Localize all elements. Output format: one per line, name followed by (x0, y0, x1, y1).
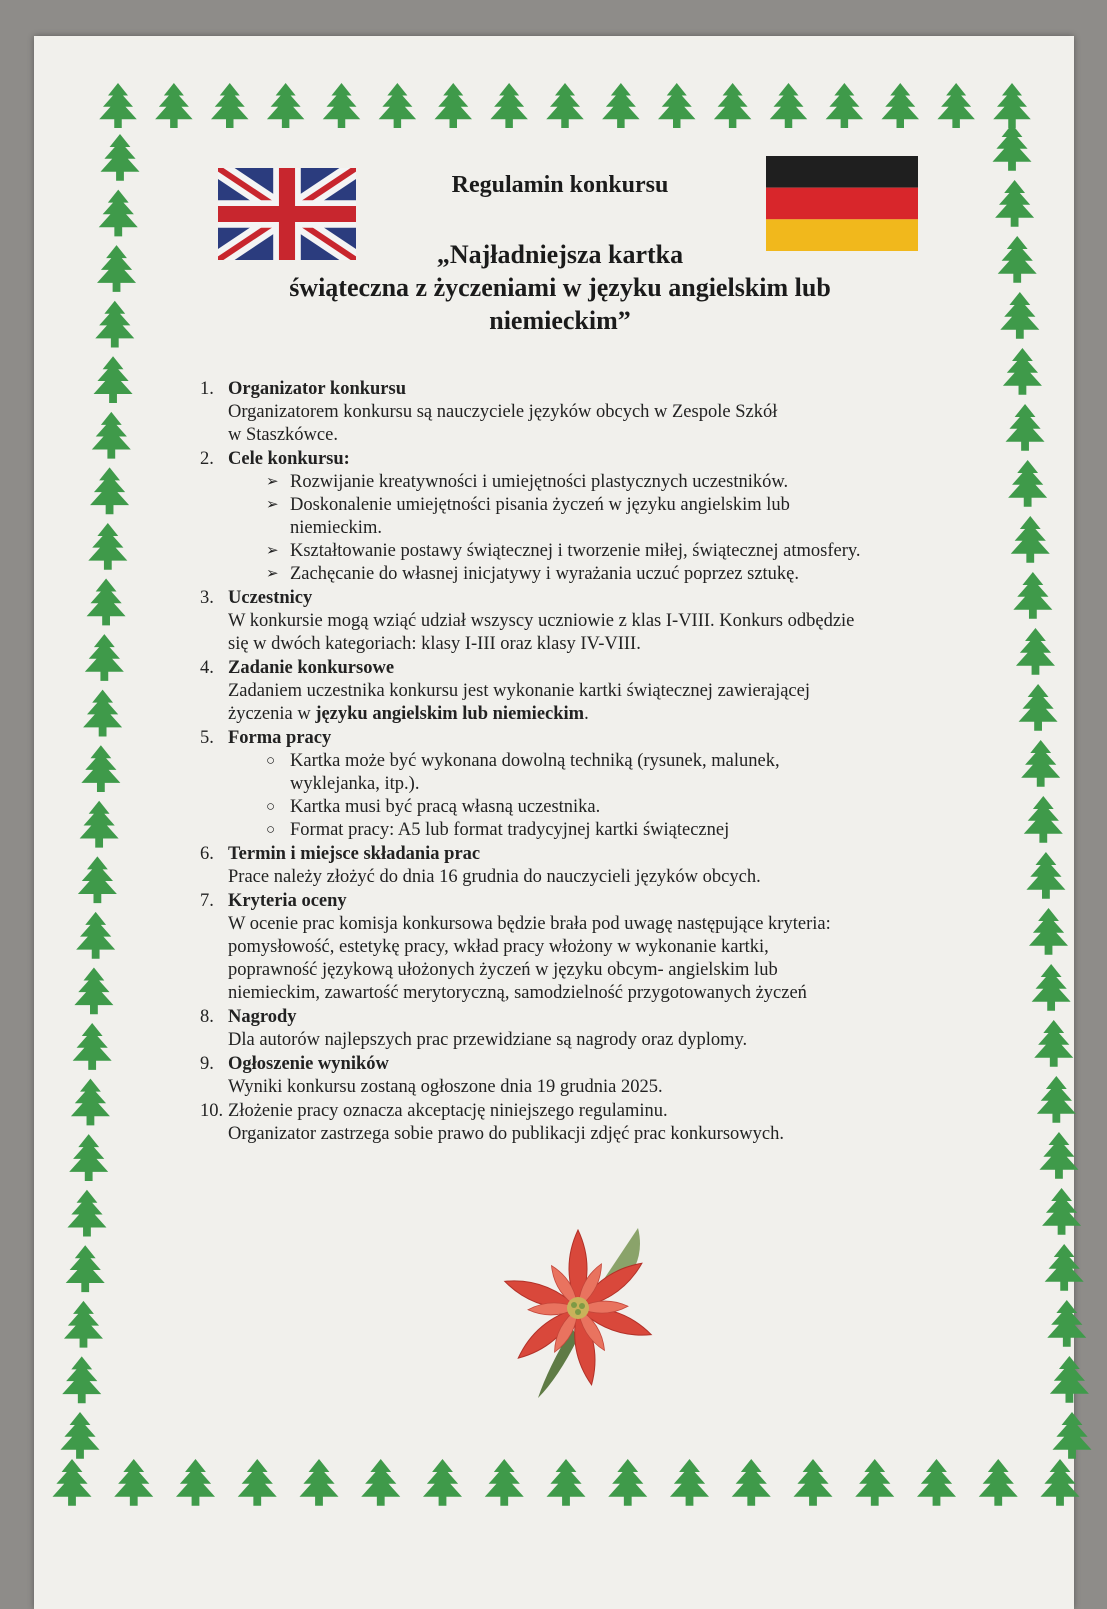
rule-heading: Forma pracy (228, 728, 332, 748)
christmas-tree-icon (993, 83, 1031, 128)
christmas-tree-icon (1021, 740, 1060, 787)
christmas-tree-icon (1006, 404, 1045, 451)
rule-number: 4. (200, 658, 214, 678)
rule-number: 2. (200, 449, 214, 469)
rule-number: 1. (200, 379, 214, 399)
christmas-tree-icon (1013, 572, 1052, 619)
rule-section-10 (180, 1100, 980, 1146)
list-item (228, 494, 980, 540)
christmas-tree-icon (546, 83, 584, 128)
rule-section-6 (180, 843, 980, 889)
rule-number: 3. (200, 588, 214, 608)
rule-heading: Termin i miejsce składania prac (228, 844, 481, 864)
christmas-tree-icon (361, 1459, 400, 1506)
contest-name-line: niemieckim” (489, 306, 631, 335)
rule-text: poprawność językową ułożonych życzeń w języku obcym- angielskim lub (228, 960, 778, 980)
christmas-tree-icon (1024, 796, 1063, 843)
rule-text: niemieckim, zawartość merytoryczną, samodzielność przygotowanych życzeń (228, 983, 807, 1003)
christmas-tree-icon (1042, 1188, 1081, 1235)
bullet-text: wyklejanka, itp.). (290, 774, 420, 794)
christmas-tree-icon (917, 1459, 956, 1506)
bullet-text: Kartka może być wykonana dowolną techniką (rysunek, malunek, (290, 751, 780, 771)
rule-text: Wyniki konkursu zostaną ogłoszone dnia 19 grudnia 2025. (228, 1077, 663, 1097)
rule-number: 7. (200, 891, 214, 911)
christmas-tree-icon (826, 83, 864, 128)
rule-section-8 (180, 1006, 980, 1052)
christmas-tree-icon (379, 83, 417, 128)
christmas-tree-icon (87, 579, 126, 626)
christmas-tree-icon (94, 356, 133, 403)
christmas-tree-icon (1039, 1132, 1078, 1179)
rule-text: Prace należy złożyć do dnia 16 grudnia do nauczycieli języków obcych. (228, 867, 761, 887)
rule-text: W konkursie mogą wziąć udział wszyscy uczniowie z klas I-VIII. Konkurs odbędzie (228, 611, 855, 631)
christmas-tree-icon (62, 1356, 101, 1403)
rule-text: Zadaniem uczestnika konkursu jest wykonanie kartki świątecznej zawierającej (228, 681, 810, 701)
christmas-tree-icon (114, 1459, 153, 1506)
rule-text (228, 703, 980, 726)
bullet-text: Kształtowanie postawy świątecznej i tworzenie miłej, świątecznej atmosfery. (290, 541, 861, 561)
christmas-tree-icon (1029, 908, 1068, 955)
rule-text-part: życzenia w (228, 704, 316, 724)
contest-name (190, 238, 930, 337)
arrow-bullet-icon: ➢ (266, 497, 279, 513)
rule-heading: Zadanie konkursowe (228, 658, 395, 678)
rule-number: 8. (200, 1007, 214, 1027)
christmas-tree-icon (80, 801, 119, 848)
circle-bullet-icon: ○ (266, 753, 276, 769)
rule-heading: Kryteria oceny (228, 891, 347, 911)
christmas-tree-icon (1003, 348, 1042, 395)
christmas-tree-icon (1008, 460, 1047, 507)
rule-number: 10. (200, 1101, 224, 1121)
rule-number: 6. (200, 844, 214, 864)
christmas-tree-icon (88, 523, 127, 570)
christmas-tree-icon (323, 83, 361, 128)
christmas-tree-icon (74, 967, 113, 1014)
list-item (228, 540, 980, 563)
arrow-bullet-icon: ➢ (266, 543, 279, 559)
list-item (228, 796, 980, 819)
bullet-text: niemieckim. (290, 518, 382, 538)
christmas-tree-icon (1037, 1076, 1076, 1123)
christmas-tree-icon (937, 83, 975, 128)
christmas-tree-icon (61, 1412, 100, 1459)
rules-list (180, 378, 980, 1147)
rule-text-emphasis: języku angielskim lub niemieckim (315, 704, 585, 724)
christmas-tree-icon (92, 412, 131, 459)
christmas-tree-icon (882, 83, 920, 128)
rule-heading: Cele konkursu: (228, 449, 350, 469)
rule-text: się w dwóch kategoriach: klasy I-III oraz klasy IV-VIII. (228, 634, 641, 654)
christmas-tree-icon (99, 83, 137, 128)
christmas-tree-icon (1000, 292, 1039, 339)
christmas-tree-icon (794, 1459, 833, 1506)
christmas-tree-icon (608, 1459, 647, 1506)
christmas-tree-icon (1011, 516, 1050, 563)
arrow-bullet-icon: ➢ (266, 474, 279, 490)
arrow-bullet-icon: ➢ (266, 566, 279, 582)
christmas-tree-icon (83, 690, 122, 737)
christmas-tree-icon (85, 634, 124, 681)
christmas-tree-icon (993, 124, 1032, 171)
christmas-tree-icon (81, 745, 120, 792)
bullet-text: Format pracy: A5 lub format tradycyjnej kartki świątecznej (290, 820, 730, 840)
list-item (228, 471, 980, 494)
christmas-tree-icon (101, 134, 140, 181)
contest-name-line: świąteczna z życzeniami w języku angielskim lub (289, 273, 831, 302)
rule-section-1 (180, 378, 980, 447)
rule-text: Organizatorem konkursu są nauczyciele języków obcych w Zespole Szkół (228, 402, 778, 422)
christmas-tree-icon (78, 856, 117, 903)
rule-heading: Organizator konkursu (228, 379, 407, 399)
christmas-tree-icon (998, 236, 1037, 283)
christmas-tree-icon (176, 1459, 215, 1506)
rule-section-9 (180, 1053, 980, 1099)
rule-text: Złożenie pracy oznacza akceptację niniejszego regulaminu. (228, 1101, 668, 1121)
christmas-tree-icon (1026, 852, 1065, 899)
christmas-tree-icon (155, 83, 193, 128)
rule-text: Dla autorów najlepszych prac przewidziane są nagrody oraz dyplomy. (228, 1030, 748, 1050)
rule-section-7 (180, 890, 980, 1005)
bullet-text: Zachęcanie do własnej inicjatywy i wyrażania uczuć poprzez sztukę. (290, 564, 800, 584)
list-item (228, 819, 980, 842)
rule-heading: Ogłoszenie wyników (228, 1054, 389, 1074)
christmas-tree-icon (602, 83, 640, 128)
rule-text: w Staszkówce. (228, 425, 338, 445)
rule-section-5 (180, 727, 980, 842)
christmas-tree-icon (1034, 1020, 1073, 1067)
christmas-tree-icon (1019, 684, 1058, 731)
christmas-tree-icon (95, 301, 134, 348)
christmas-tree-icon (1041, 1459, 1080, 1506)
christmas-tree-icon (658, 83, 696, 128)
christmas-tree-icon (770, 83, 808, 128)
christmas-tree-icon (64, 1301, 103, 1348)
christmas-tree-icon (238, 1459, 277, 1506)
christmas-tree-icon (211, 83, 249, 128)
christmas-tree-icon (90, 467, 129, 514)
circle-bullet-icon: ○ (266, 822, 276, 838)
bullet-text: Kartka musi być pracą własną uczestnika. (290, 797, 601, 817)
rule-text: Organizator zastrzega sobie prawo do publikacji zdjęć prac konkursowych. (228, 1124, 784, 1144)
rule-text: W ocenie prac komisja konkursowa będzie brała pod uwagę następujące kryteria: (228, 914, 831, 934)
christmas-tree-icon (855, 1459, 894, 1506)
christmas-tree-icon (1045, 1244, 1084, 1291)
christmas-tree-icon (71, 1079, 110, 1126)
list-item (228, 750, 980, 796)
christmas-tree-icon (485, 1459, 524, 1506)
list-item (228, 563, 980, 586)
germany-flag-icon (766, 156, 918, 251)
rule-section-4 (180, 657, 980, 726)
poinsettia-icon (478, 1216, 678, 1416)
document-title: Regulamin konkursu (451, 172, 669, 198)
christmas-tree-icon (99, 190, 138, 237)
contest-name-line: „Najładniejsza kartka (436, 240, 684, 269)
christmas-tree-icon (1047, 1300, 1086, 1347)
christmas-tree-icon (76, 912, 115, 959)
christmas-tree-icon (69, 1134, 108, 1181)
christmas-tree-icon (547, 1459, 586, 1506)
christmas-tree-icon (979, 1459, 1018, 1506)
christmas-tree-icon (670, 1459, 709, 1506)
christmas-tree-icon (73, 1023, 112, 1070)
christmas-tree-icon (435, 83, 473, 128)
rule-text-part: . (584, 704, 589, 724)
christmas-tree-icon (714, 83, 752, 128)
christmas-tree-icon (423, 1459, 462, 1506)
christmas-tree-icon (490, 83, 528, 128)
christmas-tree-icon (995, 180, 1034, 227)
christmas-tree-icon (97, 245, 136, 292)
rule-heading: Uczestnicy (228, 588, 313, 608)
rule-heading: Nagrody (228, 1007, 297, 1027)
christmas-tree-icon (53, 1459, 92, 1506)
christmas-tree-icon (1032, 964, 1071, 1011)
rule-section-3 (180, 587, 980, 656)
christmas-tree-icon (732, 1459, 771, 1506)
bullet-text: Rozwijanie kreatywności i umiejętności plastycznych uczestników. (290, 472, 789, 492)
rule-number: 9. (200, 1054, 214, 1074)
bullet-text: Doskonalenie umiejętności pisania życzeń w języku angielskim lub (290, 495, 790, 515)
rule-number: 5. (200, 728, 214, 748)
christmas-tree-icon (1016, 628, 1055, 675)
rule-text: pomysłowość, estetykę pracy, wkład pracy włożony w wykonanie kartki, (228, 937, 769, 957)
christmas-tree-icon (67, 1190, 106, 1237)
christmas-tree-icon (1053, 1412, 1092, 1459)
christmas-tree-icon (267, 83, 305, 128)
christmas-tree-icon (66, 1245, 105, 1292)
circle-bullet-icon: ○ (266, 799, 276, 815)
christmas-tree-icon (300, 1459, 339, 1506)
christmas-tree-icon (1050, 1356, 1089, 1403)
rule-section-2 (180, 448, 980, 586)
